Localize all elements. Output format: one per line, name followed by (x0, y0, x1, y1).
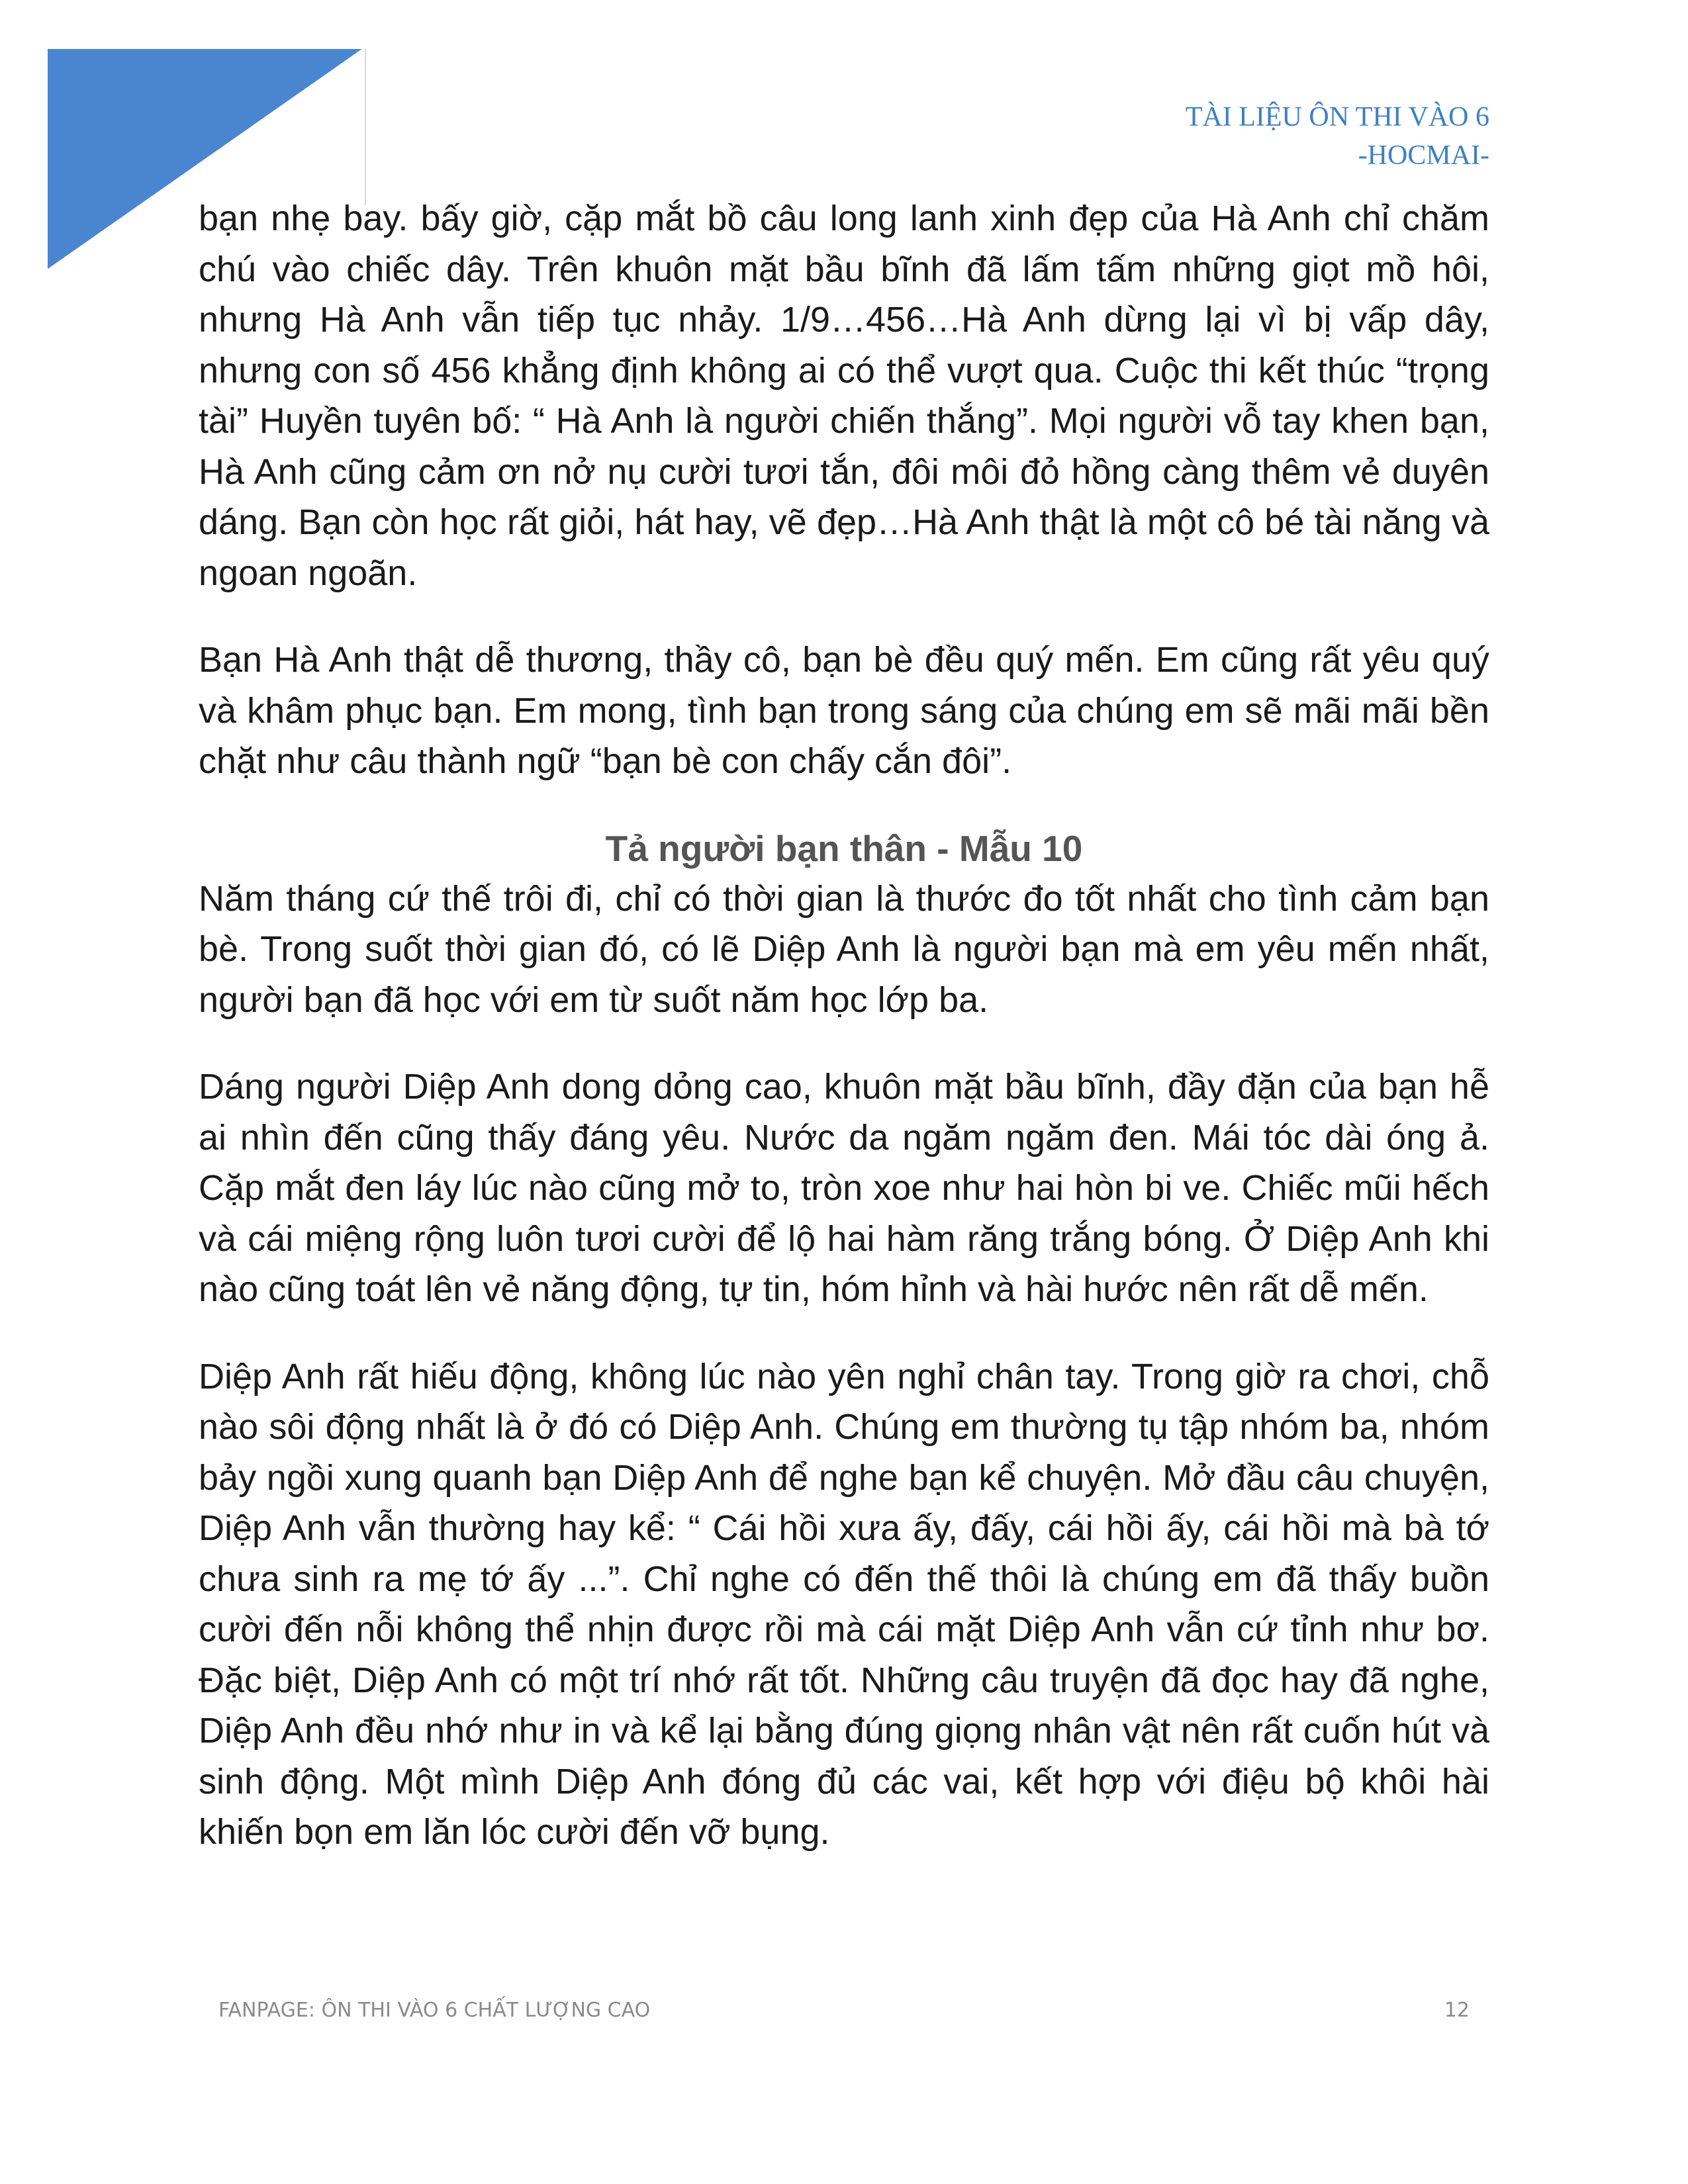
document-header (1186, 98, 1489, 175)
document-body (199, 193, 1489, 1894)
paragraph-2: Bạn Hà Anh thật dễ thương, thầy cô, bạn bè đều quý mến. Em cũng rất yêu quý và khâm phục bạn. Em mong, tình bạn trong sáng của chúng em sẽ mãi mãi bền chặt như câu thành ngữ “bạn bè con chấy cắn đôi”. (199, 640, 1489, 781)
section-title: Tả người bạn thân - Mẫu 10 (605, 827, 1083, 869)
paragraph-1: bạn nhẹ bay. bấy giờ, cặp mắt bồ câu long lanh xinh đẹp của Hà Anh chỉ chăm chú vào chiếc dây. Trên khuôn mặt bầu bĩnh đã lấm tấm những giọt mồ hôi, nhưng Hà Anh vẫn tiếp tục nhảy. 1/9…456…Hà Anh dừng lại vì bị vấp dây, nhưng con số 456 khẳng định không ai có thể vượt qua. Cuộc thi kết thúc “trọng tài” Huyền tuyên bố: “ Hà Anh là người chiến thắng”. Mọi người vỗ tay khen bạn, Hà Anh cũng cảm ơn nở nụ cười tươi tắn, đôi môi đỏ hồng càng thêm vẻ duyên dáng. Bạn còn học rất giỏi, hát hay, vẽ đẹp…Hà Anh thật là một cô bé tài năng và ngoan ngoãn. (199, 199, 1489, 593)
page-footer (218, 1999, 1470, 2022)
paragraph-4: Dáng người Diệp Anh dong dỏng cao, khuôn mặt bầu bĩnh, đầy đặn của bạn hễ ai nhìn đến cũng thấy đáng yêu. Nước da ngăm ngăm đen. Mái tóc dài óng ả. Cặp mắt đen láy lúc nào cũng mở to, tròn xoe như hai hòn bi ve. Chiếc mũi hếch và cái miệng rộng luôn tươi cười để lộ hai hàm răng trắng bóng. Ở Diệp Anh khi nào cũng toát lên vẻ năng động, tự tin, hóm hỉnh và hài hước nên rất dễ mến. (199, 1067, 1489, 1309)
page-number: 12 (1444, 1999, 1470, 2022)
paragraph-5: Diệp Anh rất hiếu động, không lúc nào yên nghỉ chân tay. Trong giờ ra chơi, chỗ nào sôi động nhất là ở đó có Diệp Anh. Chúng em thường tụ tập nhóm ba, nhóm bảy ngồi xung quanh bạn Diệp Anh để nghe bạn kể chuyện. Mở đầu câu chuyện, Diệp Anh vẫn thường hay kể: “ Cái hồi xưa ấy, đấy, cái hồi ấy, cái hồi mà bà tớ chưa sinh ra mẹ tớ ấy ...”. Chỉ nghe có đến thế thôi là chúng em đã thấy buồn cười đến nỗi không thể nhịn được rồi mà cái mặt Diệp Anh vẫn cứ tỉnh như bơ. Đặc biệt, Diệp Anh có một trí nhớ rất tốt. Những câu truyện đã đọc hay đã nghe, Diệp Anh đều nhớ như in và kể lại bằng đúng giọng nhân vật nên rất cuốn hút và sinh động. Một mình Diệp Anh đóng đủ các vai, kết hợp với điệu bộ khôi hài khiến bọn em lăn lóc cười đến vỡ bụng. (199, 1356, 1489, 1852)
header-subtitle: -HOCMAI- (1358, 140, 1489, 171)
header-title: TÀI LIỆU ÔN THI VÀO 6 (1185, 102, 1489, 132)
paragraph-3: Năm tháng cứ thế trôi đi, chỉ có thời gian là thước đo tốt nhất cho tình cảm bạn bè. Trong suốt thời gian đó, có lẽ Diệp Anh là người bạn mà em yêu mến nhất, người bạn đã học với em từ suốt năm học lớp ba. (199, 878, 1489, 1020)
footer-fanpage: FANPAGE: ÔN THI VÀO 6 CHẤT LƯỢNG CAO (218, 1999, 651, 2022)
